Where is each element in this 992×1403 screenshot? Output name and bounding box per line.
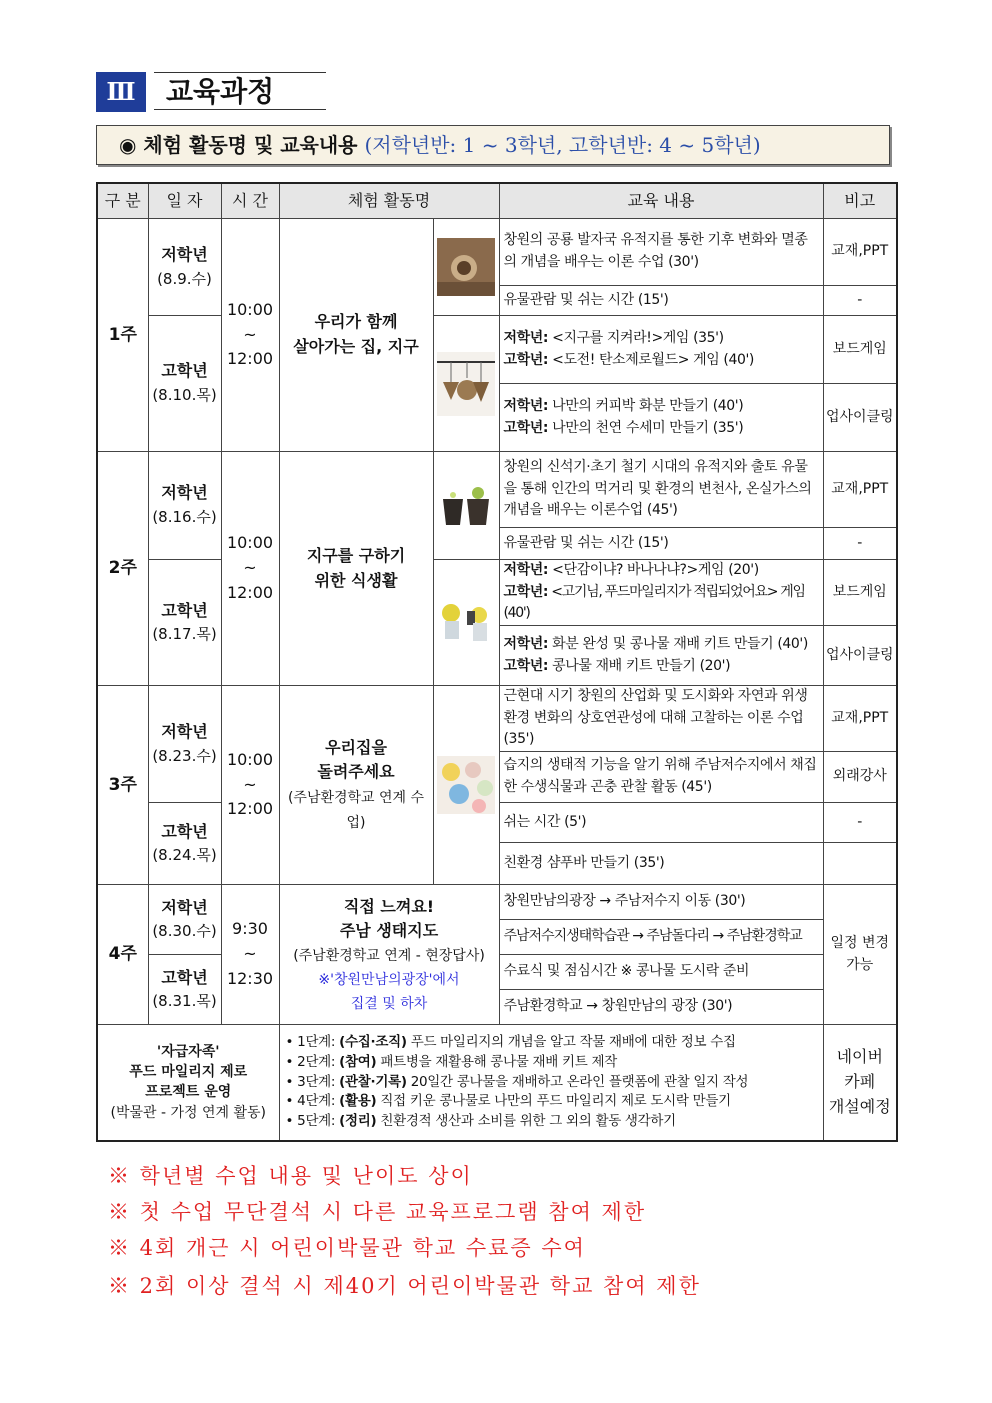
table-row bbox=[97, 316, 897, 384]
content-low-text: 나만의 커피박 화분 만들기 (40') bbox=[548, 397, 744, 414]
step-tag: (활용) bbox=[339, 1093, 377, 1110]
bean-sprout-kit-photo bbox=[437, 595, 495, 651]
content-low-text: 화분 완성 및 콩나물 재배 키트 만들기 (40') bbox=[548, 635, 808, 652]
step-tag: (참여) bbox=[339, 1054, 377, 1071]
time-end: 12:00 bbox=[226, 582, 274, 602]
activity-line: 직접 느껴요! bbox=[343, 896, 435, 916]
activity-line: 우리가 함께 bbox=[314, 312, 398, 332]
step-prefix: • 4단계: bbox=[285, 1093, 340, 1110]
step-tag: (정리) bbox=[339, 1112, 377, 1129]
content-low-text: <단감이냐? 바나나냐?>게임 (20') bbox=[548, 562, 759, 578]
time-start: 10:00 bbox=[226, 533, 274, 553]
note-cell bbox=[823, 843, 897, 885]
notice-line: ※ 2회 이상 결석 시 제40기 어린이박물관 학교 참여 제한 bbox=[108, 1274, 701, 1298]
low-grade-date: (8.9.수) bbox=[157, 269, 212, 288]
shampoo-bar-photo bbox=[437, 756, 495, 814]
content-cell: 창원만남의광장 → 주남저수지 이동 (30') bbox=[499, 885, 823, 920]
content-high-text: <고기님, 푸드마일리지가 적립되었어요> 게임(40') bbox=[503, 583, 805, 622]
content-high-text: 콩나물 재배 키트 만들기 (20') bbox=[548, 657, 731, 674]
project-step bbox=[286, 1033, 817, 1053]
step-prefix: • 5단계: bbox=[285, 1112, 340, 1129]
header-activity: 체험 활동명 bbox=[279, 183, 499, 219]
coffee-pot-ornament-photo bbox=[437, 352, 495, 416]
project-note: 개설예정 bbox=[828, 1096, 891, 1116]
activity-line: 위한 식생활 bbox=[314, 570, 398, 590]
content-cell bbox=[499, 560, 823, 626]
note-cell: 업사이클링 bbox=[823, 626, 897, 686]
header-date: 일 자 bbox=[148, 183, 221, 219]
note-cell: 교재,PPT bbox=[823, 219, 897, 286]
header-time: 시 간 bbox=[221, 183, 279, 219]
subtitle-box bbox=[96, 125, 890, 165]
content-cell: 주남환경학교 → 창원만남의 광장 (30') bbox=[499, 990, 823, 1025]
low-grade-date-cell bbox=[148, 885, 221, 955]
table-row bbox=[97, 452, 897, 528]
header-category: 구 분 bbox=[97, 183, 148, 219]
low-grade-label: 저학년 bbox=[161, 897, 208, 917]
note-cell: - bbox=[823, 803, 897, 843]
high-grade-date-cell bbox=[148, 316, 221, 452]
photo-cell bbox=[433, 219, 499, 316]
time-cell bbox=[221, 885, 279, 1025]
content-low-label: 저학년: bbox=[503, 329, 549, 346]
activity-subnote: (주남환경학교 연계 수업) bbox=[287, 790, 425, 831]
step-text: 푸드 마일리지의 개념을 알고 작물 재배에 대한 정보 수집 bbox=[406, 1034, 736, 1051]
step-text: 친환경적 생산과 소비를 위한 그 외의 활동 생각하기 bbox=[376, 1112, 676, 1129]
high-grade-label: 고학년 bbox=[161, 361, 208, 381]
low-grade-date: (8.16.수) bbox=[152, 508, 217, 527]
project-title: 프로젝트 운영 bbox=[145, 1084, 232, 1101]
header-content: 교육 내용 bbox=[499, 183, 823, 219]
time-cell bbox=[221, 219, 279, 452]
activity-meeting-note: 집결 및 하차 bbox=[350, 995, 428, 1012]
curriculum-table bbox=[96, 182, 898, 1142]
low-grade-label: 저학년 bbox=[161, 722, 208, 742]
step-text: 패트병을 재활용해 콩나물 재배 키트 제작 bbox=[376, 1054, 617, 1071]
time-sep: ~ bbox=[243, 324, 257, 344]
project-step bbox=[286, 1053, 817, 1073]
activity-line: 우리집을 bbox=[325, 737, 387, 757]
low-grade-date-cell bbox=[148, 219, 221, 316]
note-cell: 일정 변경 가능 bbox=[823, 885, 897, 1025]
content-cell: 창원의 신석기·초기 철기 시대의 유적지와 출토 유물을 통해 인간의 먹거리 및 환경의 변천사, 온실가스의 개념을 배우는 이론수업 (45') bbox=[499, 452, 823, 528]
content-cell: 유물관람 및 쉬는 시간 (15') bbox=[499, 528, 823, 560]
activity-cell bbox=[279, 686, 433, 885]
content-cell: 유물관람 및 쉬는 시간 (15') bbox=[499, 286, 823, 316]
step-tag: (수집·조직) bbox=[339, 1034, 407, 1051]
low-grade-label: 저학년 bbox=[161, 483, 208, 503]
table-row bbox=[97, 885, 897, 920]
week-label: 1주 bbox=[97, 219, 148, 452]
note-cell: 업사이클링 bbox=[823, 384, 897, 452]
week-label: 3주 bbox=[97, 686, 148, 885]
activity-line: 살아가는 집, 지구 bbox=[293, 337, 419, 356]
section-number-badge: Ⅲ bbox=[96, 72, 146, 112]
project-row bbox=[97, 1025, 897, 1141]
project-title: 푸드 마일리지 제로 bbox=[129, 1064, 248, 1081]
time-start: 10:00 bbox=[226, 749, 274, 769]
time-start: 9:30 bbox=[232, 919, 268, 939]
content-cell bbox=[499, 626, 823, 686]
low-grade-date: (8.23.수) bbox=[152, 746, 217, 765]
table-row bbox=[97, 560, 897, 626]
project-title: '자급자족' bbox=[156, 1043, 220, 1060]
high-grade-date: (8.10.목) bbox=[152, 386, 217, 405]
activity-meeting-note: ※'창원만남의광장'에서 bbox=[318, 971, 460, 988]
project-note: 카페 bbox=[844, 1071, 876, 1091]
week-label: 4주 bbox=[97, 885, 148, 1025]
content-low-label: 저학년: bbox=[503, 397, 549, 414]
low-grade-date-cell bbox=[148, 452, 221, 560]
coffee-grounds-pots-photo bbox=[437, 479, 495, 533]
content-cell bbox=[499, 316, 823, 384]
activity-line: 돌려주세요 bbox=[317, 762, 395, 782]
content-high-text: <도전! 탄소제로월드> 게임 (40') bbox=[548, 351, 754, 368]
note-cell: 교재,PPT bbox=[823, 452, 897, 528]
note-cell: - bbox=[823, 286, 897, 316]
high-grade-date: (8.31.목) bbox=[152, 992, 217, 1011]
content-high-label: 고학년: bbox=[503, 351, 549, 368]
project-note: 네이버 bbox=[836, 1047, 883, 1067]
header-note: 비고 bbox=[823, 183, 897, 219]
content-cell: 쉬는 시간 (5') bbox=[499, 803, 823, 843]
project-step bbox=[286, 1112, 817, 1132]
content-cell: 주남저수지생태학습관 → 주남돌다리 → 주남환경학교 bbox=[499, 920, 823, 955]
subtitle-grades: (저학년반: 1 ~ 3학년, 고학년반: 4 ~ 5학년) bbox=[364, 133, 761, 157]
project-step bbox=[286, 1073, 817, 1093]
step-prefix: • 3단계: bbox=[285, 1073, 340, 1090]
time-sep: ~ bbox=[243, 774, 257, 794]
notice-line: ※ 첫 수업 무단결석 시 다른 교육프로그램 참여 제한 bbox=[108, 1200, 647, 1224]
notice-line: ※ 학년별 수업 내용 및 난이도 상이 bbox=[108, 1164, 473, 1188]
note-cell: - bbox=[823, 528, 897, 560]
activity-cell bbox=[279, 885, 499, 1025]
photo-cell bbox=[433, 686, 499, 885]
table-header-row bbox=[97, 183, 897, 219]
section-title: 교육과정 bbox=[154, 72, 326, 110]
time-start: 10:00 bbox=[226, 299, 274, 319]
content-low-label: 저학년: bbox=[503, 562, 549, 578]
week-label: 2주 bbox=[97, 452, 148, 686]
time-end: 12:00 bbox=[226, 799, 274, 819]
high-grade-label: 고학년 bbox=[161, 821, 208, 841]
table-row bbox=[97, 686, 897, 752]
activity-cell bbox=[279, 452, 433, 686]
content-cell: 습지의 생태적 기능을 알기 위해 주남저수지에서 채집한 수생식물과 곤충 관찰 활동 (45') bbox=[499, 752, 823, 803]
content-cell: 수료식 및 점심시간 ※ 콩나물 도시락 준비 bbox=[499, 955, 823, 990]
high-grade-date-cell bbox=[148, 560, 221, 686]
photo-cell bbox=[433, 316, 499, 452]
project-steps-cell bbox=[279, 1025, 823, 1141]
project-subtitle: (박물관 - 가정 연계 활동) bbox=[110, 1104, 266, 1121]
photo-cell bbox=[433, 560, 499, 686]
content-high-text: 나만의 천연 수세미 만들기 (35') bbox=[548, 419, 744, 436]
content-high-label: 고학년: bbox=[503, 583, 549, 600]
step-text: 직접 키운 콩나물로 나만의 푸드 마일리지 제로 도시락 만들기 bbox=[376, 1093, 731, 1110]
activity-subnote: (주남환경학교 연계 - 현장답사) bbox=[293, 947, 485, 964]
time-cell bbox=[221, 686, 279, 885]
project-title-cell bbox=[97, 1025, 279, 1141]
activity-line: 지구를 구하기 bbox=[306, 545, 406, 565]
step-prefix: • 2단계: bbox=[285, 1054, 340, 1071]
time-sep: ~ bbox=[243, 558, 257, 578]
time-cell bbox=[221, 452, 279, 686]
note-cell: 보드게임 bbox=[823, 560, 897, 626]
content-cell bbox=[499, 384, 823, 452]
activity-cell bbox=[279, 219, 433, 452]
content-high-label: 고학년: bbox=[503, 419, 549, 436]
note-cell: 외래강사 bbox=[823, 752, 897, 803]
low-grade-date-cell bbox=[148, 686, 221, 803]
project-step bbox=[286, 1092, 817, 1112]
low-grade-date: (8.30.수) bbox=[152, 922, 217, 941]
high-grade-date-cell bbox=[148, 955, 221, 1025]
time-end: 12:30 bbox=[226, 969, 274, 989]
high-grade-date: (8.24.목) bbox=[152, 846, 217, 865]
activity-line: 주남 생태지도 bbox=[339, 920, 439, 940]
high-grade-date: (8.17.목) bbox=[152, 625, 217, 644]
content-cell: 근현대 시기 창원의 산업화 및 도시화와 자연과 위생 환경 변화의 상호연관성에 대해 고찰하는 이론 수업 (35') bbox=[499, 686, 823, 752]
content-high-label: 고학년: bbox=[503, 657, 549, 674]
photo-cell bbox=[433, 452, 499, 560]
subtitle-main: ◉ 체험 활동명 및 교육내용 bbox=[119, 133, 365, 157]
step-tag: (관찰·기록) bbox=[339, 1073, 407, 1090]
step-text: 20일간 콩나물을 재배하고 온라인 플랫폼에 관찰 일지 작성 bbox=[406, 1073, 749, 1090]
content-cell: 창원의 공룡 발자국 유적지를 통한 기후 변화와 멸종의 개념을 배우는 이론 수업 (30') bbox=[499, 219, 823, 286]
dinosaur-footprint-photo bbox=[437, 238, 495, 296]
time-end: 12:00 bbox=[226, 349, 274, 369]
note-cell: 교재,PPT bbox=[823, 686, 897, 752]
high-grade-label: 고학년 bbox=[161, 600, 208, 620]
high-grade-date-cell bbox=[148, 803, 221, 885]
note-cell: 보드게임 bbox=[823, 316, 897, 384]
content-cell: 친환경 샴푸바 만들기 (35') bbox=[499, 843, 823, 885]
high-grade-label: 고학년 bbox=[161, 967, 208, 987]
project-note-cell bbox=[823, 1025, 897, 1141]
low-grade-label: 저학년 bbox=[161, 244, 208, 264]
time-sep: ~ bbox=[243, 944, 257, 964]
step-prefix: • 1단계: bbox=[285, 1034, 340, 1051]
notice-line: ※ 4회 개근 시 어린이박물관 학교 수료증 수여 bbox=[108, 1236, 586, 1260]
content-low-label: 저학년: bbox=[503, 635, 549, 652]
table-row bbox=[97, 219, 897, 286]
content-low-text: <지구를 지켜라!>게임 (35') bbox=[548, 329, 724, 346]
